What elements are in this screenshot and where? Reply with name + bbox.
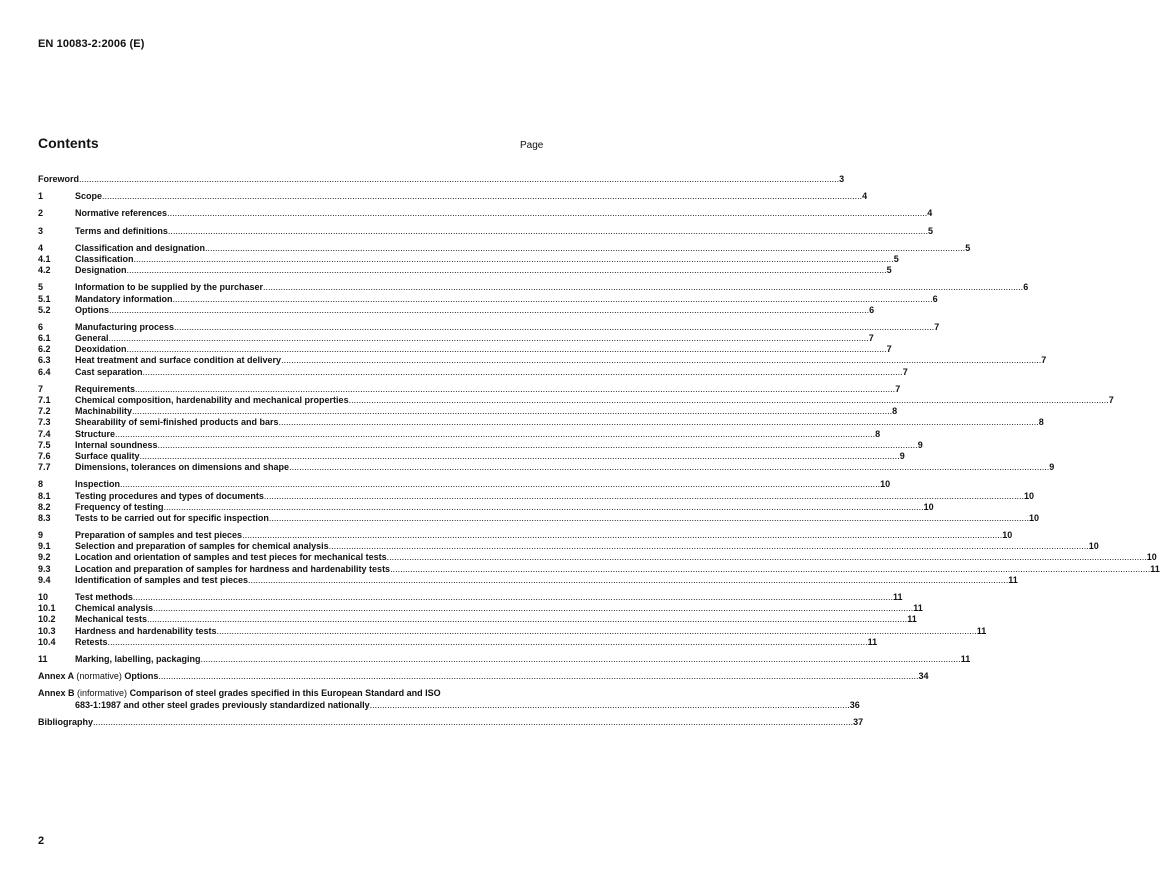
dot-leader (174, 322, 934, 333)
dot-leader (79, 174, 839, 185)
toc-entry-page: 3 (839, 174, 845, 184)
toc-entry-number: 10 (38, 592, 49, 602)
dot-leader (120, 479, 880, 490)
toc-entry-title: General (75, 333, 109, 344)
toc-entry[interactable] (38, 439, 923, 451)
dot-leader (217, 626, 977, 637)
toc-entry-number: 4 (38, 242, 44, 253)
toc-entry-title: Inspection (75, 479, 121, 490)
toc-entry[interactable] (38, 282, 1029, 293)
annex-title: Options (124, 671, 159, 682)
toc-entry-page: 6 (1023, 282, 1029, 293)
toc-entry-title: Identification of samples and test pieces (75, 574, 249, 585)
toc-entry-page: 7 (895, 383, 901, 394)
toc-entry-page: 8 (892, 406, 898, 417)
toc-entry-number: 6.3 (38, 355, 51, 366)
toc-entry[interactable] (38, 191, 868, 202)
toc-entry[interactable] (38, 512, 1040, 524)
toc-entry-page: 10 (1029, 512, 1040, 523)
toc-entry-number: 10.3 (38, 625, 56, 636)
toc-entry-number: 6.1 (38, 333, 51, 344)
toc-entry-number: 11 (38, 653, 48, 664)
toc-entry-page: 7 (902, 366, 908, 377)
dot-leader (158, 440, 918, 451)
toc-entry-title: Options (75, 304, 109, 315)
toc-entry[interactable] (38, 603, 923, 614)
toc-entry-number: 6.4 (38, 366, 51, 377)
toc-entry[interactable] (38, 592, 903, 603)
dot-leader (387, 552, 1147, 563)
toc-entry-page: 5 (965, 242, 971, 253)
toc-entry[interactable] (38, 333, 874, 344)
toc-entry[interactable] (38, 242, 971, 254)
toc-entry-title: Retests (75, 636, 108, 647)
page-title: Contents (38, 135, 99, 151)
toc-entry-title: Frequency of testing (75, 501, 164, 512)
dot-leader (205, 243, 965, 254)
toc-entry[interactable] (38, 355, 1047, 366)
toc-entry[interactable] (38, 625, 987, 637)
toc-entry-page: 7 (934, 321, 940, 332)
toc-entry-number: 7.2 (38, 406, 51, 417)
toc-entry-page: 36 (849, 699, 860, 710)
toc-entry-page: 10 (880, 479, 891, 490)
toc-entry-title: Cast separation (75, 366, 143, 377)
toc-entry-page: 11 (960, 653, 971, 664)
toc-entry-number: 10.1 (38, 603, 56, 614)
toc-entry-page: 7 (1041, 355, 1047, 366)
toc-entry-annex-a[interactable] (38, 671, 929, 682)
document-header: EN 10083-2:2006 (E) (38, 38, 145, 50)
toc-entry-title: Deoxidation (75, 344, 127, 355)
annex-label: Annex B (38, 688, 75, 699)
toc-entry[interactable] (38, 225, 934, 237)
toc-entry[interactable] (38, 428, 881, 440)
toc-entry-page: 9 (917, 439, 923, 450)
toc-entry-number: 7.7 (38, 462, 51, 473)
toc-entry[interactable] (38, 653, 971, 665)
toc-entry-title: Terms and definitions (75, 225, 168, 236)
dot-leader (158, 671, 918, 682)
toc-entry-page: 4 (927, 208, 933, 219)
dot-leader (289, 462, 1049, 473)
toc-entry-title: Location and orientation of samples and test pieces for mechanical tests (75, 552, 387, 563)
dot-leader (147, 614, 907, 625)
toc-entry-title: Testing procedures and types of documents (75, 490, 264, 501)
toc-entry-number: 8 (38, 479, 44, 490)
toc-entry-title: Selection and preparation of samples for chemical analysis (75, 541, 329, 552)
dot-leader (201, 654, 961, 665)
toc-entry-number: 3 (38, 225, 44, 236)
page-column-label: Page (520, 140, 544, 151)
toc-entry-number: 8.1 (38, 490, 51, 501)
toc-entry[interactable] (38, 614, 917, 625)
toc-entry-title: Machinability (75, 406, 133, 417)
dot-leader (269, 513, 1029, 524)
toc-entry-title: Bibliography (38, 716, 94, 727)
toc-entry[interactable] (38, 552, 1157, 563)
dot-leader (164, 502, 924, 513)
dot-leader (133, 592, 893, 603)
toc-entry-number: 7.1 (38, 395, 51, 405)
toc-entry[interactable] (38, 417, 1044, 428)
toc-entry-title: Chemical analysis (75, 603, 154, 614)
toc-entry-number: 4.1 (38, 253, 51, 264)
dot-leader (370, 700, 850, 711)
toc-entry-number: 6.2 (38, 344, 51, 355)
toc-entry-page: 6 (932, 293, 938, 304)
toc-entry-title: Internal soundness (75, 439, 158, 450)
toc-entry-page: 6 (869, 304, 875, 315)
dot-leader (349, 395, 1109, 406)
toc-entry-annex-b[interactable] (38, 688, 860, 710)
toc-entry[interactable] (38, 462, 1055, 473)
toc-entry[interactable] (38, 541, 1099, 552)
dot-leader (281, 355, 1041, 366)
toc-entry-page: 34 (918, 671, 929, 682)
annex-title-line2: 683-1:1987 and other steel grades previously standardized nationally (75, 699, 370, 710)
toc-entry[interactable] (38, 479, 891, 490)
dot-leader (135, 384, 895, 395)
toc-entry-page: 11 (913, 603, 923, 614)
toc-entry[interactable] (38, 293, 938, 305)
toc-entry-page: 8 (875, 428, 881, 439)
toc-entry[interactable] (38, 321, 940, 333)
toc-entry-page: 11 (976, 625, 987, 636)
toc-entry-page: 37 (853, 716, 864, 727)
toc-entry-page: 5 (893, 253, 899, 264)
toc-entry[interactable] (38, 530, 1013, 541)
toc-entry-page: 7 (886, 344, 892, 355)
toc-entry-page: 4 (862, 191, 868, 202)
toc-entry-title: Structure (75, 428, 116, 439)
dot-leader (242, 530, 1002, 541)
annex-kind: (normative) (76, 671, 122, 682)
toc-entry-title: Foreword (38, 174, 80, 184)
toc-entry-title: Manufacturing process (75, 321, 175, 332)
toc-entry-page: 10 (1088, 541, 1099, 552)
dot-leader (140, 451, 900, 462)
toc-entry-title: Scope (75, 191, 103, 202)
toc-entry-page: 7 (868, 333, 874, 344)
dot-leader (102, 191, 862, 202)
toc-sections (38, 185, 1160, 665)
toc-entry[interactable] (38, 253, 899, 265)
toc-entry[interactable] (38, 344, 892, 355)
toc-entry-number: 9.1 (38, 541, 51, 552)
toc-entry[interactable] (38, 574, 1018, 586)
dot-leader (109, 305, 869, 316)
dot-leader (109, 333, 869, 344)
toc-entry[interactable] (38, 304, 875, 316)
toc-entry-page: 10 (1002, 530, 1013, 541)
toc-entry-page: 11 (867, 636, 878, 647)
toc-entry-title: Tests to be carried out for specific inspection (75, 512, 269, 523)
dot-leader (127, 344, 887, 355)
toc-entry-page: 9 (1049, 462, 1055, 473)
toc-entry-page: 10 (1146, 552, 1157, 563)
table-of-contents (38, 174, 1160, 728)
toc-entry-bibliography[interactable] (38, 716, 864, 728)
toc-entry-page: 10 (1024, 490, 1035, 501)
toc-entry-page: 11 (1008, 574, 1018, 585)
dot-leader (168, 226, 928, 237)
toc-entry[interactable] (38, 366, 908, 378)
toc-entry-title: Surface quality (75, 450, 140, 461)
toc-entry-page: 11 (893, 592, 903, 602)
toc-entry-title: Designation (75, 265, 127, 276)
toc-entry-title: Classification (75, 253, 134, 264)
toc-entry-number: 5.1 (38, 293, 51, 304)
toc-entry-number: 10.2 (38, 614, 56, 625)
toc-entry-page: 11 (907, 614, 917, 625)
toc-entry[interactable] (38, 383, 901, 395)
toc-entry[interactable] (38, 490, 1035, 502)
dot-leader (263, 282, 1023, 293)
toc-entry[interactable] (38, 406, 898, 417)
toc-entry-page: 5 (928, 225, 934, 236)
dot-leader (264, 491, 1024, 502)
toc-entry[interactable] (38, 265, 892, 276)
page-number: 2 (38, 835, 45, 847)
toc-entry-title: Requirements (75, 383, 136, 394)
toc-entry-page: 10 (923, 501, 934, 512)
toc-entry-page: 8 (1038, 417, 1044, 428)
dot-leader (132, 406, 892, 417)
dot-leader (390, 564, 1150, 575)
toc-entry[interactable] (38, 450, 905, 462)
toc-entry-page: 11 (1150, 563, 1160, 574)
toc-entry-title: Heat treatment and surface condition at delivery (75, 355, 282, 366)
toc-entry-number: 9.3 (38, 563, 51, 574)
dot-leader (134, 254, 894, 265)
toc-entry[interactable] (38, 395, 1114, 406)
dot-leader (248, 575, 1008, 586)
toc-entry-title: Information to be supplied by the purchaser (75, 282, 264, 293)
toc-entry-title: Mechanical tests (75, 614, 148, 625)
toc-entry-title (38, 671, 158, 682)
dot-leader (115, 429, 875, 440)
toc-entry-number: 10.4 (38, 636, 56, 647)
toc-entry-title: Chemical composition, hardenability and mechanical properties (75, 395, 349, 405)
annex-kind: (informative) (77, 688, 128, 699)
dot-leader (153, 603, 913, 614)
dot-leader (93, 717, 853, 728)
dot-leader (329, 541, 1089, 552)
toc-entry-number: 8.2 (38, 501, 51, 512)
toc-entry-title: Hardness and hardenability tests (75, 625, 217, 636)
toc-entry-number: 9 (38, 530, 44, 541)
toc-entry[interactable] (38, 563, 1160, 575)
toc-entry-number: 8.3 (38, 512, 51, 523)
toc-entry-number: 1 (38, 191, 44, 202)
toc-entry-page: 5 (886, 265, 892, 276)
toc-entry-title: Mandatory information (75, 293, 173, 304)
toc-entry-number: 5 (38, 282, 44, 293)
toc-entry-number: 9.4 (38, 574, 51, 585)
toc-entry-title: Normative references (75, 208, 168, 219)
toc-entry[interactable] (38, 208, 933, 219)
toc-entry-page: 7 (1108, 395, 1114, 405)
toc-entry-number: 7 (38, 383, 44, 394)
dot-leader (108, 637, 868, 648)
toc-entry-number: 6 (38, 321, 44, 332)
toc-entry-number: 7.4 (38, 428, 51, 439)
toc-entry-number: 2 (38, 208, 44, 219)
toc-entry-number: 7.6 (38, 450, 51, 461)
dot-leader (143, 367, 903, 378)
toc-entry-number: 5.2 (38, 304, 51, 315)
toc-entry[interactable] (38, 501, 934, 513)
dot-leader (279, 417, 1039, 428)
toc-entry-foreword[interactable] (38, 174, 845, 185)
toc-entry-title: Location and preparation of samples for hardness and hardenability tests (75, 563, 391, 574)
dot-leader (127, 265, 887, 276)
annex-label: Annex A (38, 671, 74, 682)
toc-entry-title: Shearability of semi-finished products and bars (75, 417, 279, 428)
dot-leader (167, 208, 927, 219)
toc-entry-number: 4.2 (38, 265, 51, 276)
toc-entry[interactable] (38, 636, 878, 648)
toc-entry-number: 7.3 (38, 417, 51, 428)
toc-entry-title: Preparation of samples and test pieces (75, 530, 243, 541)
toc-entry-title: Dimensions, tolerances on dimensions and shape (75, 462, 290, 473)
dot-leader (173, 294, 933, 305)
toc-entry-title: Test methods (75, 592, 133, 602)
toc-entry-page: 9 (899, 450, 905, 461)
toc-entry-title: Marking, labelling, packaging (75, 653, 201, 664)
toc-entry-number: 7.5 (38, 439, 51, 450)
annex-title-line1: Comparison of steel grades specified in this European Standard and ISO (129, 688, 441, 699)
toc-entry-number: 9.2 (38, 552, 51, 563)
toc-entry-title: Classification and designation (75, 242, 206, 253)
